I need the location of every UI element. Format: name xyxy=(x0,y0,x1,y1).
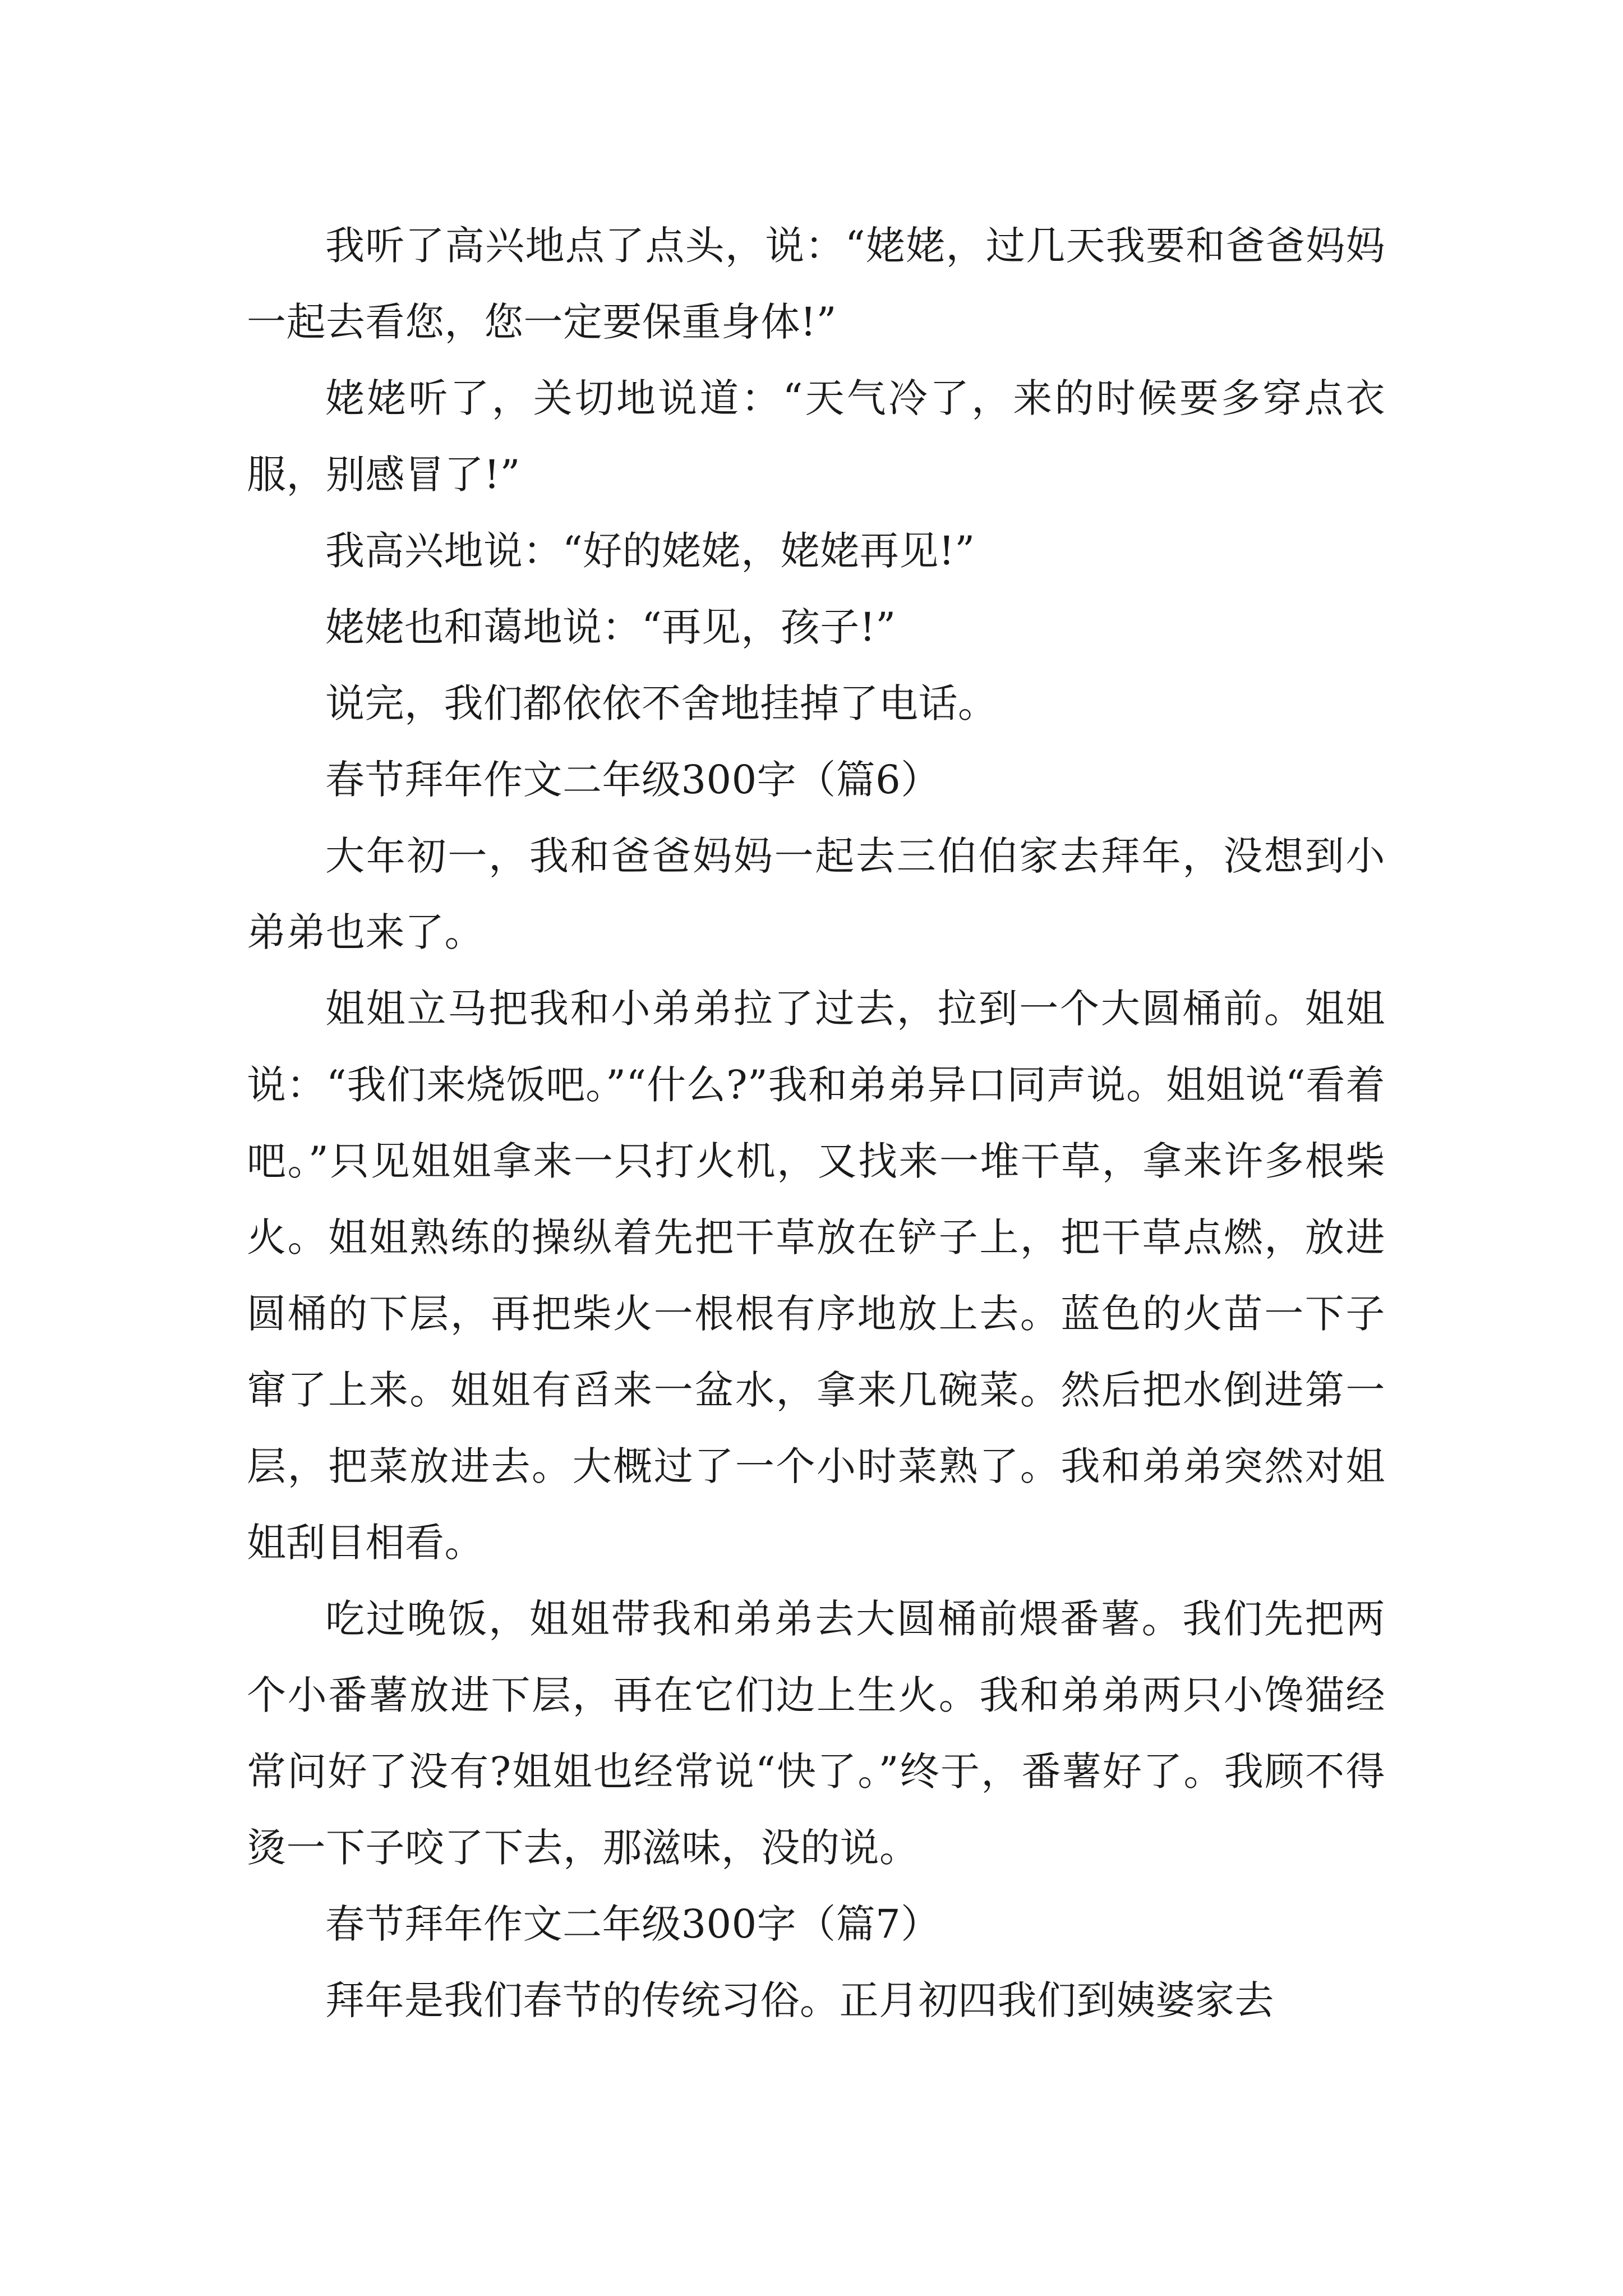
paragraph: 姥姥也和蔼地说：“再见，孩子!” xyxy=(325,604,896,650)
paragraph: 说完，我们都依依不舍地挂掉了电话。 xyxy=(325,680,998,726)
paragraph: 拜年是我们春节的传统习俗。正月初四我们到姨婆家去 xyxy=(325,1977,1274,2023)
paragraph: 姐姐立马把我和小弟弟拉了过去，拉到一个大圆桶前。姐姐说：“我们来烧饭吧。”“什么?”我和弟弟异口同声说。姐姐说“看着吧。”只见姐姐拿来一只打火机，又找来一堆干草，拿来许多根柴火。姐姐熟练的操纵着先把干草放在铲子上，把干草点燃，放进圆桶的下层，再把柴火一根根有序地放上去。蓝色的火苗一下子窜了上来。姐姐有舀来一盆水，拿来几碗菜。然后把水倒进第一层，把菜放进去。大概过了一个小时菜熟了。我和弟弟突然对姐姐刮目相看。 xyxy=(247,986,1385,1566)
paragraph: 吃过晚饭，姐姐带我和弟弟去大圆桶前煨番薯。我们先把两个小番薯放进下层，再在它们边上生火。我和弟弟两只小馋猫经常问好了没有?姐姐也经常说“快了。”终于，番薯好了。我顾不得烫一下子咬了下去，那滋味，没的说。 xyxy=(247,1596,1385,1871)
paragraph: 大年初一，我和爸爸妈妈一起去三伯伯家去拜年，没想到小弟弟也来了。 xyxy=(247,833,1385,955)
section-heading: 春节拜年作文二年级300字（篇7） xyxy=(325,1901,940,1947)
article-body xyxy=(247,208,1385,2039)
paragraph: 姥姥听了，关切地说道：“天气冷了，来的时候要多穿点衣服，别感冒了!” xyxy=(247,375,1385,498)
paragraph: 我高兴地说：“好的姥姥，姥姥再见!” xyxy=(325,528,975,574)
paragraph: 我听了高兴地点了点头，说：“姥姥，过几天我要和爸爸妈妈一起去看您，您一定要保重身体!” xyxy=(247,223,1385,345)
section-heading: 春节拜年作文二年级300字（篇6） xyxy=(325,757,940,803)
